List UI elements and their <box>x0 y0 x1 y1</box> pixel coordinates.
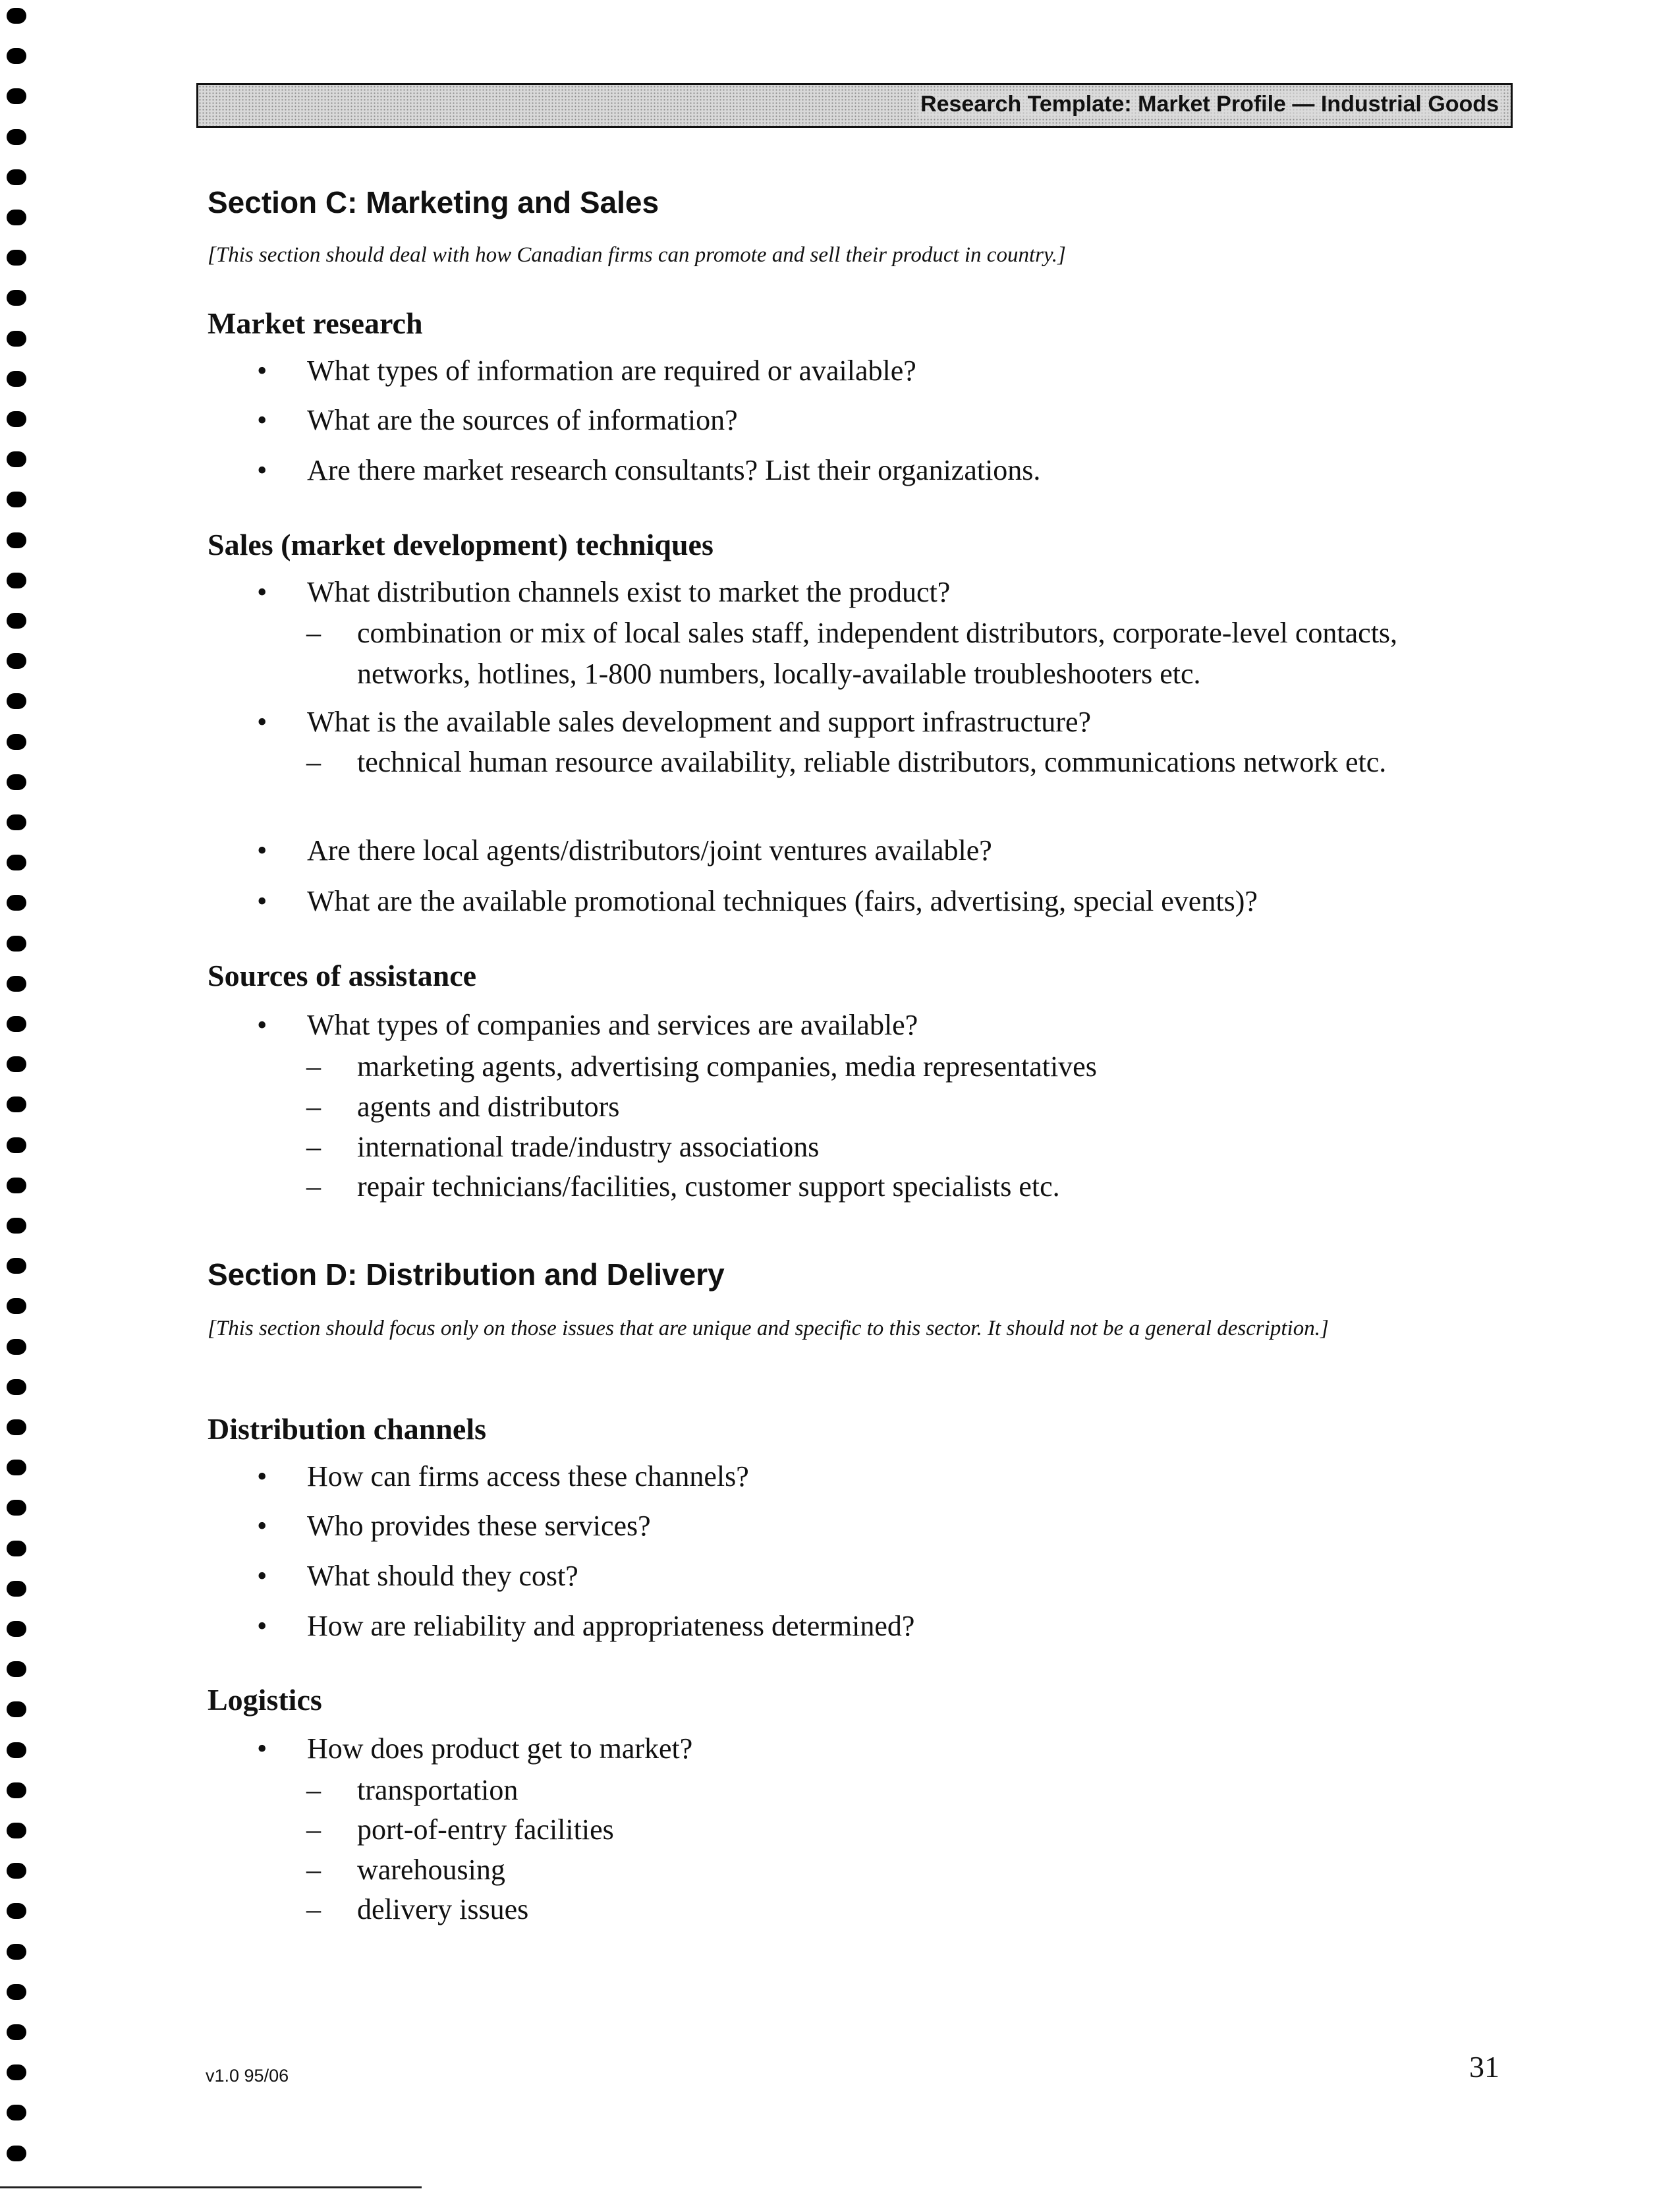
binding-hole <box>7 1742 26 1758</box>
binding-hole <box>7 1218 26 1234</box>
binding-hole <box>7 1541 26 1556</box>
sub-list-item: – port-of-entry facilities <box>306 1813 614 1846</box>
version-label: v1.0 95/06 <box>206 2066 289 2086</box>
binding-hole <box>7 734 26 750</box>
binding-hole <box>7 2064 26 2080</box>
binding-hole <box>7 1298 26 1314</box>
sub-list-item: – warehousing <box>306 1854 505 1886</box>
binding-hole <box>7 2146 26 2161</box>
binding-hole <box>7 371 26 387</box>
binding-hole <box>7 492 26 507</box>
binding-hole <box>7 1984 26 2000</box>
binding-hole <box>7 1823 26 1838</box>
binding-hole <box>7 693 26 709</box>
binding-hole <box>7 653 26 669</box>
binding-hole <box>7 1258 26 1274</box>
binding-hole <box>7 250 26 266</box>
section-d-title: Section D: Distribution and Delivery <box>208 1257 725 1292</box>
binding-hole <box>7 169 26 185</box>
bottom-rule <box>0 2186 422 2188</box>
sub-list-item: – delivery issues <box>306 1893 529 1925</box>
binding-hole <box>7 814 26 830</box>
distribution-channels-heading: Distribution channels <box>208 1412 487 1446</box>
sales-techniques-heading: Sales (market development) techniques <box>208 528 714 561</box>
binding-hole <box>7 210 26 225</box>
binding-hole <box>7 895 26 911</box>
sub-list-item: – agents and distributors <box>306 1091 620 1123</box>
binding-hole <box>7 48 26 64</box>
binding-hole <box>7 774 26 790</box>
binding-hole <box>7 129 26 145</box>
sub-list-item: – combination or mix of local sales staff, independent distributors, corporate-level contacts, networks, hotlines, 1-800 numbers, locally-available troubleshooters etc. <box>306 617 1398 690</box>
binding-hole <box>7 1661 26 1677</box>
binding-hole <box>7 290 26 306</box>
binding-hole <box>7 1096 26 1112</box>
binding-hole <box>7 1581 26 1597</box>
market-research-heading: Market research <box>208 306 423 340</box>
sub-list-item: – transportation <box>306 1774 518 1806</box>
page-header <box>196 83 1513 128</box>
binding-hole <box>7 2024 26 2040</box>
binding-holes <box>0 0 59 2191</box>
sub-list-item: – marketing agents, advertising companies, media representatives <box>306 1050 1097 1083</box>
sub-list-item: – international trade/industry associations <box>306 1131 820 1163</box>
binding-hole <box>7 1500 26 1516</box>
section-c-title: Section C: Marketing and Sales <box>208 185 659 219</box>
binding-hole <box>7 1621 26 1637</box>
binding-hole <box>7 1379 26 1395</box>
sources-of-assistance-heading: Sources of assistance <box>208 959 477 992</box>
binding-hole <box>7 936 26 952</box>
binding-hole <box>7 1419 26 1435</box>
binding-hole <box>7 331 26 347</box>
binding-hole <box>7 1782 26 1798</box>
binding-hole <box>7 1178 26 1193</box>
binding-hole <box>7 411 26 427</box>
binding-hole <box>7 613 26 629</box>
binding-hole <box>7 1137 26 1153</box>
binding-hole <box>7 451 26 467</box>
page-number: 31 <box>1469 2050 1499 2084</box>
section-c-note: [This section should deal with how Canadian firms can promote and sell their product in country.] <box>208 243 1066 267</box>
sub-list-item: – technical human resource availability, reliable distributors, communications network etc. <box>306 746 1387 778</box>
binding-hole <box>7 1863 26 1879</box>
header-title: Research Template: Market Profile — Industrial Goods <box>918 92 1501 117</box>
section-d-note: [This section should focus only on those issues that are unique and specific to this sector. It should not be a general description.] <box>208 1317 1329 1340</box>
binding-hole <box>7 855 26 870</box>
binding-hole <box>7 1944 26 1960</box>
binding-hole <box>7 1339 26 1355</box>
binding-hole <box>7 1056 26 1072</box>
binding-hole <box>7 8 26 24</box>
binding-hole <box>7 1701 26 1717</box>
binding-hole <box>7 1016 26 1032</box>
binding-hole <box>7 532 26 548</box>
binding-hole <box>7 1460 26 1475</box>
binding-hole <box>7 1903 26 1919</box>
binding-hole <box>7 88 26 104</box>
sub-list-item: – repair technicians/facilities, customer support specialists etc. <box>306 1170 1060 1203</box>
binding-hole <box>7 976 26 992</box>
logistics-heading: Logistics <box>208 1683 322 1717</box>
binding-hole <box>7 573 26 588</box>
binding-hole <box>7 2105 26 2120</box>
